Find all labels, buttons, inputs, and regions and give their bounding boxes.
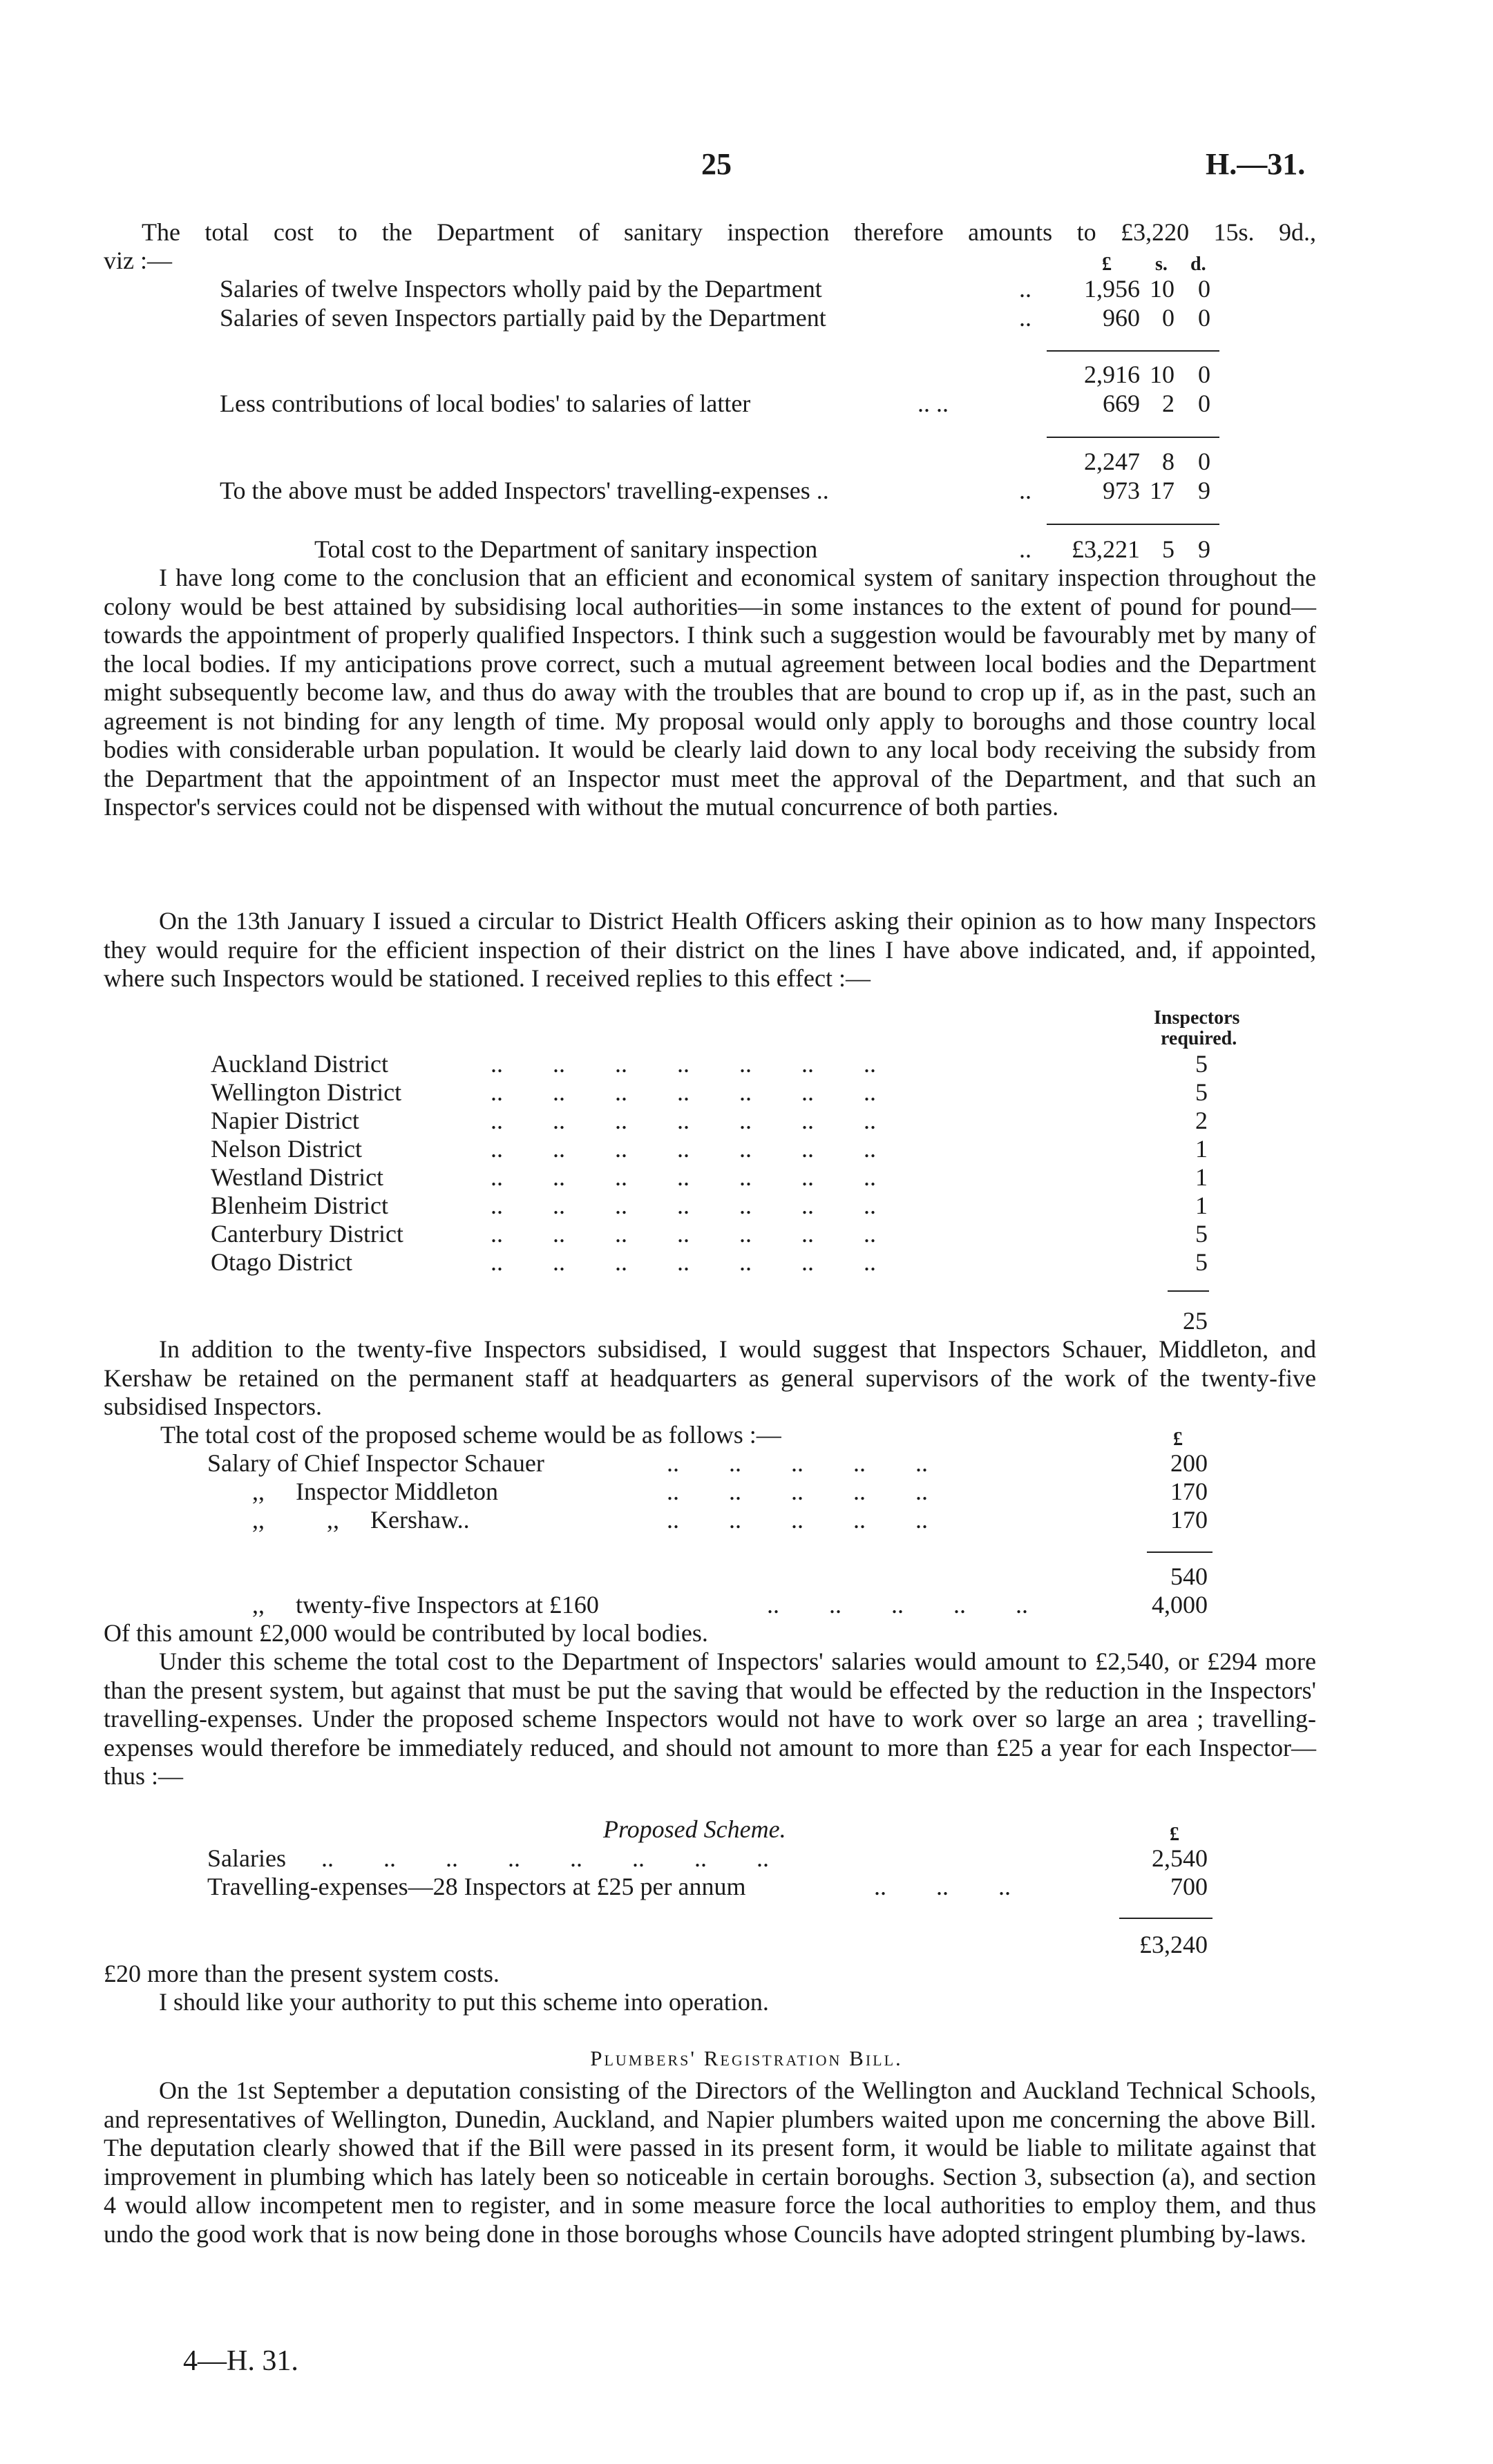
cost-subtotal-rule [1047, 350, 1219, 352]
cost-row-pence: 0 [1198, 275, 1210, 303]
inspectors-required: 1 [1195, 1135, 1208, 1163]
proposed-total: £3,240 [1139, 1931, 1208, 1958]
district-name: Westland District [211, 1163, 384, 1191]
dot-leader: .. .. .. .. .. .. .. [491, 1192, 876, 1219]
cost-row-dots: .. [1019, 275, 1031, 303]
section-heading: Plumbers' Registration Bill. [590, 2046, 903, 2070]
dot-leader: .. .. .. .. .. [767, 1591, 1028, 1618]
dot-leader: .. .. .. .. .. .. .. [491, 1107, 876, 1134]
district-name: Wellington District [211, 1078, 402, 1106]
district-name: Blenheim District [211, 1192, 388, 1219]
paragraph-subsidy-proposal: I have long come to the conclusion that an efficient and economical system of sanitary inspection throughout the colony would be best attained by subsidising local authorities—in some instances to the extent of pound for pound—towards the appointment of properly qualified Inspectors. I think such a suggestion would be favourably met by many of the local bodies. If my anticipations prove correct, such a mutual agreement between local bodies and the Department might subsequently become law, and thus do away with the troubles that are bound to crop up if, as in the past, such an agreement is not binding for any length of time. My proposal would only apply to boroughs and those country local bodies with considerable urban population. It would be clearly laid down to any local body receiving the subsidy from the Department that the appointment of an Inspector must meet the approval of the Department, and that such an Inspector's services could not be dispensed with without the mutual concurrence of both parties. [104, 564, 1316, 821]
cost-row-shillings: 17 [1150, 477, 1175, 504]
proposed-row-label: Salaries [207, 1844, 286, 1872]
cost-row-pence: 0 [1198, 448, 1210, 475]
inspectors-required: 5 [1195, 1220, 1208, 1248]
inspectors-required: 5 [1195, 1248, 1208, 1276]
cost-total-rule [1047, 524, 1219, 525]
cost-row-pence: 0 [1198, 304, 1210, 332]
scheme-row-label: Salary of Chief Inspector Schauer [207, 1449, 544, 1477]
district-name: Nelson District [211, 1135, 362, 1163]
dot-leader: .. .. .. .. .. .. .. [491, 1248, 876, 1276]
district-name: Otago District [211, 1248, 352, 1276]
inspectors-required: 1 [1195, 1163, 1208, 1191]
cost-row-pounds: 960 [1103, 304, 1140, 332]
cost-row-pence: 9 [1198, 535, 1210, 563]
cost-row-shillings: 5 [1162, 535, 1175, 563]
pounds-header: £ [1102, 254, 1112, 275]
cost-row-shillings: 10 [1150, 361, 1175, 388]
proposed-row-label: Travelling-expenses—28 Inspectors at £25 per annum [207, 1873, 746, 1900]
inspectors-required: 2 [1195, 1107, 1208, 1134]
cost-row-pounds: 2,916 [1084, 361, 1140, 388]
dot-leader: .. .. .. .. .. [667, 1478, 928, 1505]
dot-leader: .. .. .. .. .. .. .. [491, 1078, 876, 1106]
dot-leader: .. .. .. .. .. .. .. .. [321, 1844, 769, 1872]
scheme-row-label: ,, twenty-five Inspectors at £160 [252, 1591, 599, 1618]
proposed-currency: £ [1170, 1824, 1179, 1845]
paragraph-difference: £20 more than the present system costs. [104, 1960, 500, 1987]
paragraph-authority: I should like your authority to put this scheme into operation. [159, 1988, 769, 2016]
district-name: Auckland District [211, 1050, 388, 1078]
cost-row-pence: 0 [1198, 361, 1210, 388]
cost-row-pounds: 973 [1103, 477, 1140, 504]
dot-leader: .. .. .. [874, 1873, 1011, 1900]
cost-row-shillings: 8 [1162, 448, 1175, 475]
scheme-row-amount: 4,000 [1152, 1591, 1208, 1618]
cost-row-label: To the above must be added Inspectors' travelling-expenses .. [220, 477, 829, 504]
scheme-currency: £ [1173, 1429, 1183, 1450]
cost-row-pounds: 669 [1103, 390, 1140, 417]
proposed-total-rule [1119, 1918, 1213, 1919]
paragraph-circular: On the 13th January I issued a circular to District Health Officers asking their opinion as to how many Inspectors they would require for the efficient inspection of their district on the lines I have above indicated, and, if appointed, where such Inspectors would be stationed. I received replies to this effect :— [104, 907, 1316, 992]
cost-row-shillings: 10 [1150, 275, 1175, 303]
cost-row-pounds: 1,956 [1084, 275, 1140, 303]
paragraph-plumbers-bill: On the 1st September a deputation consisting of the Directors of the Wellington and Auckland Technical Schools, and representatives of Wellington, Dunedin, Auckland, and Napier plumbers waited upon me concerning the above Bill. The deputation clearly showed that if the Bill were passed in its present form, it would be liable to militate against that improvement in plumbing which has lately been so noticeable in certain boroughs. Section 3, subsection (a), and section 4 would allow incompetent men to register, and in some measure force the local authorities to employ them, and thus undo the good work that is now being done in those boroughs whose Councils have adopted stringent plumbing by-laws. [104, 2076, 1316, 2248]
cost-row-pence: 0 [1198, 390, 1210, 417]
proposed-row-amount: 2,540 [1152, 1844, 1208, 1872]
cost-row-shillings: 0 [1162, 304, 1175, 332]
scheme-row-amount: 200 [1170, 1449, 1208, 1477]
cost-row-label: Less contributions of local bodies' to salaries of latter [220, 390, 751, 417]
intro-viz: viz :— [104, 247, 172, 274]
cost-row-dots: .. [1019, 304, 1031, 332]
footer-signature: 4—H. 31. [183, 2345, 298, 2377]
district-total: 25 [1183, 1307, 1208, 1335]
cost-row-label: Salaries of seven Inspectors partially paid by the Department [220, 304, 826, 332]
district-total-rule [1168, 1290, 1209, 1292]
proposed-scheme-title: Proposed Scheme. [603, 1815, 786, 1843]
dot-leader: .. .. .. .. .. .. .. [491, 1163, 876, 1191]
shillings-header: s. [1155, 254, 1168, 275]
cost-row-dots: .. .. [917, 390, 949, 417]
cost-row-label: Salaries of twelve Inspectors wholly paid by the Department [220, 275, 822, 303]
cost-subtotal-rule [1047, 437, 1219, 438]
district-name: Napier District [211, 1107, 359, 1134]
dot-leader: .. .. .. .. .. [667, 1449, 928, 1477]
cost-row-pence: 9 [1198, 477, 1210, 504]
document-reference: H.—31. [1206, 147, 1306, 181]
cost-row-dots: .. [1019, 535, 1031, 563]
inspectors-required: 5 [1195, 1050, 1208, 1078]
inspectors-required: 5 [1195, 1078, 1208, 1106]
contribution-note: Of this amount £2,000 would be contributed by local bodies. [104, 1619, 708, 1647]
required-header: required. [1161, 1028, 1237, 1049]
cost-row-shillings: 2 [1162, 390, 1175, 417]
cost-row-pounds: 2,247 [1084, 448, 1140, 475]
scheme-row-label: ,, ,, Kershaw.. [252, 1506, 470, 1534]
district-name: Canterbury District [211, 1220, 403, 1248]
proposed-row-amount: 700 [1170, 1873, 1208, 1900]
cost-row-pounds: £3,221 [1072, 535, 1140, 563]
scheme-row-amount: 170 [1170, 1506, 1208, 1534]
scheme-subtotal-rule [1147, 1551, 1213, 1553]
cost-row-dots: .. [1019, 477, 1031, 504]
dot-leader: .. .. .. .. .. .. .. [491, 1135, 876, 1163]
dot-leader: .. .. .. .. .. .. .. [491, 1220, 876, 1248]
paragraph-cost-comparison: Under this scheme the total cost to the Department of Inspectors' salaries would amount to £2,540, or £294 more than the present system, but against that must be put the saving that would be effected by the reduction in the Inspectors' travelling-expenses. Under the proposed scheme Inspectors would not have to work over so large an area ; travelling-expenses would therefore be immediately reduced, and should not amount to more than £25 a year for each Inspector—thus :— [104, 1648, 1316, 1790]
inspectors-required: 1 [1195, 1192, 1208, 1219]
paragraph-supervisors: In addition to the twenty-five Inspectors subsidised, I would suggest that Inspectors Schauer, Middleton, and Kershaw be retained on the permanent staff at headquarters as general supervisors of the work of the twenty-five subsidised Inspectors. [104, 1335, 1316, 1420]
dot-leader: .. .. .. .. .. [667, 1506, 928, 1534]
dot-leader: .. .. .. .. .. .. .. [491, 1050, 876, 1078]
scheme-intro: The total cost of the proposed scheme would be as follows :— [160, 1421, 781, 1449]
inspectors-header: Inspectors [1154, 1007, 1240, 1029]
scheme-row-amount: 170 [1170, 1478, 1208, 1505]
scheme-subtotal: 540 [1170, 1563, 1208, 1590]
scheme-row-label: ,, Inspector Middleton [252, 1478, 498, 1505]
page-number: 25 [701, 147, 732, 181]
intro-text: The total cost to the Department of sanitary inspection therefore amounts to £3,220 15s. 9d., [142, 218, 1316, 246]
cost-row-label: Total cost to the Department of sanitary inspection [314, 535, 818, 563]
pence-header: d. [1190, 254, 1206, 275]
